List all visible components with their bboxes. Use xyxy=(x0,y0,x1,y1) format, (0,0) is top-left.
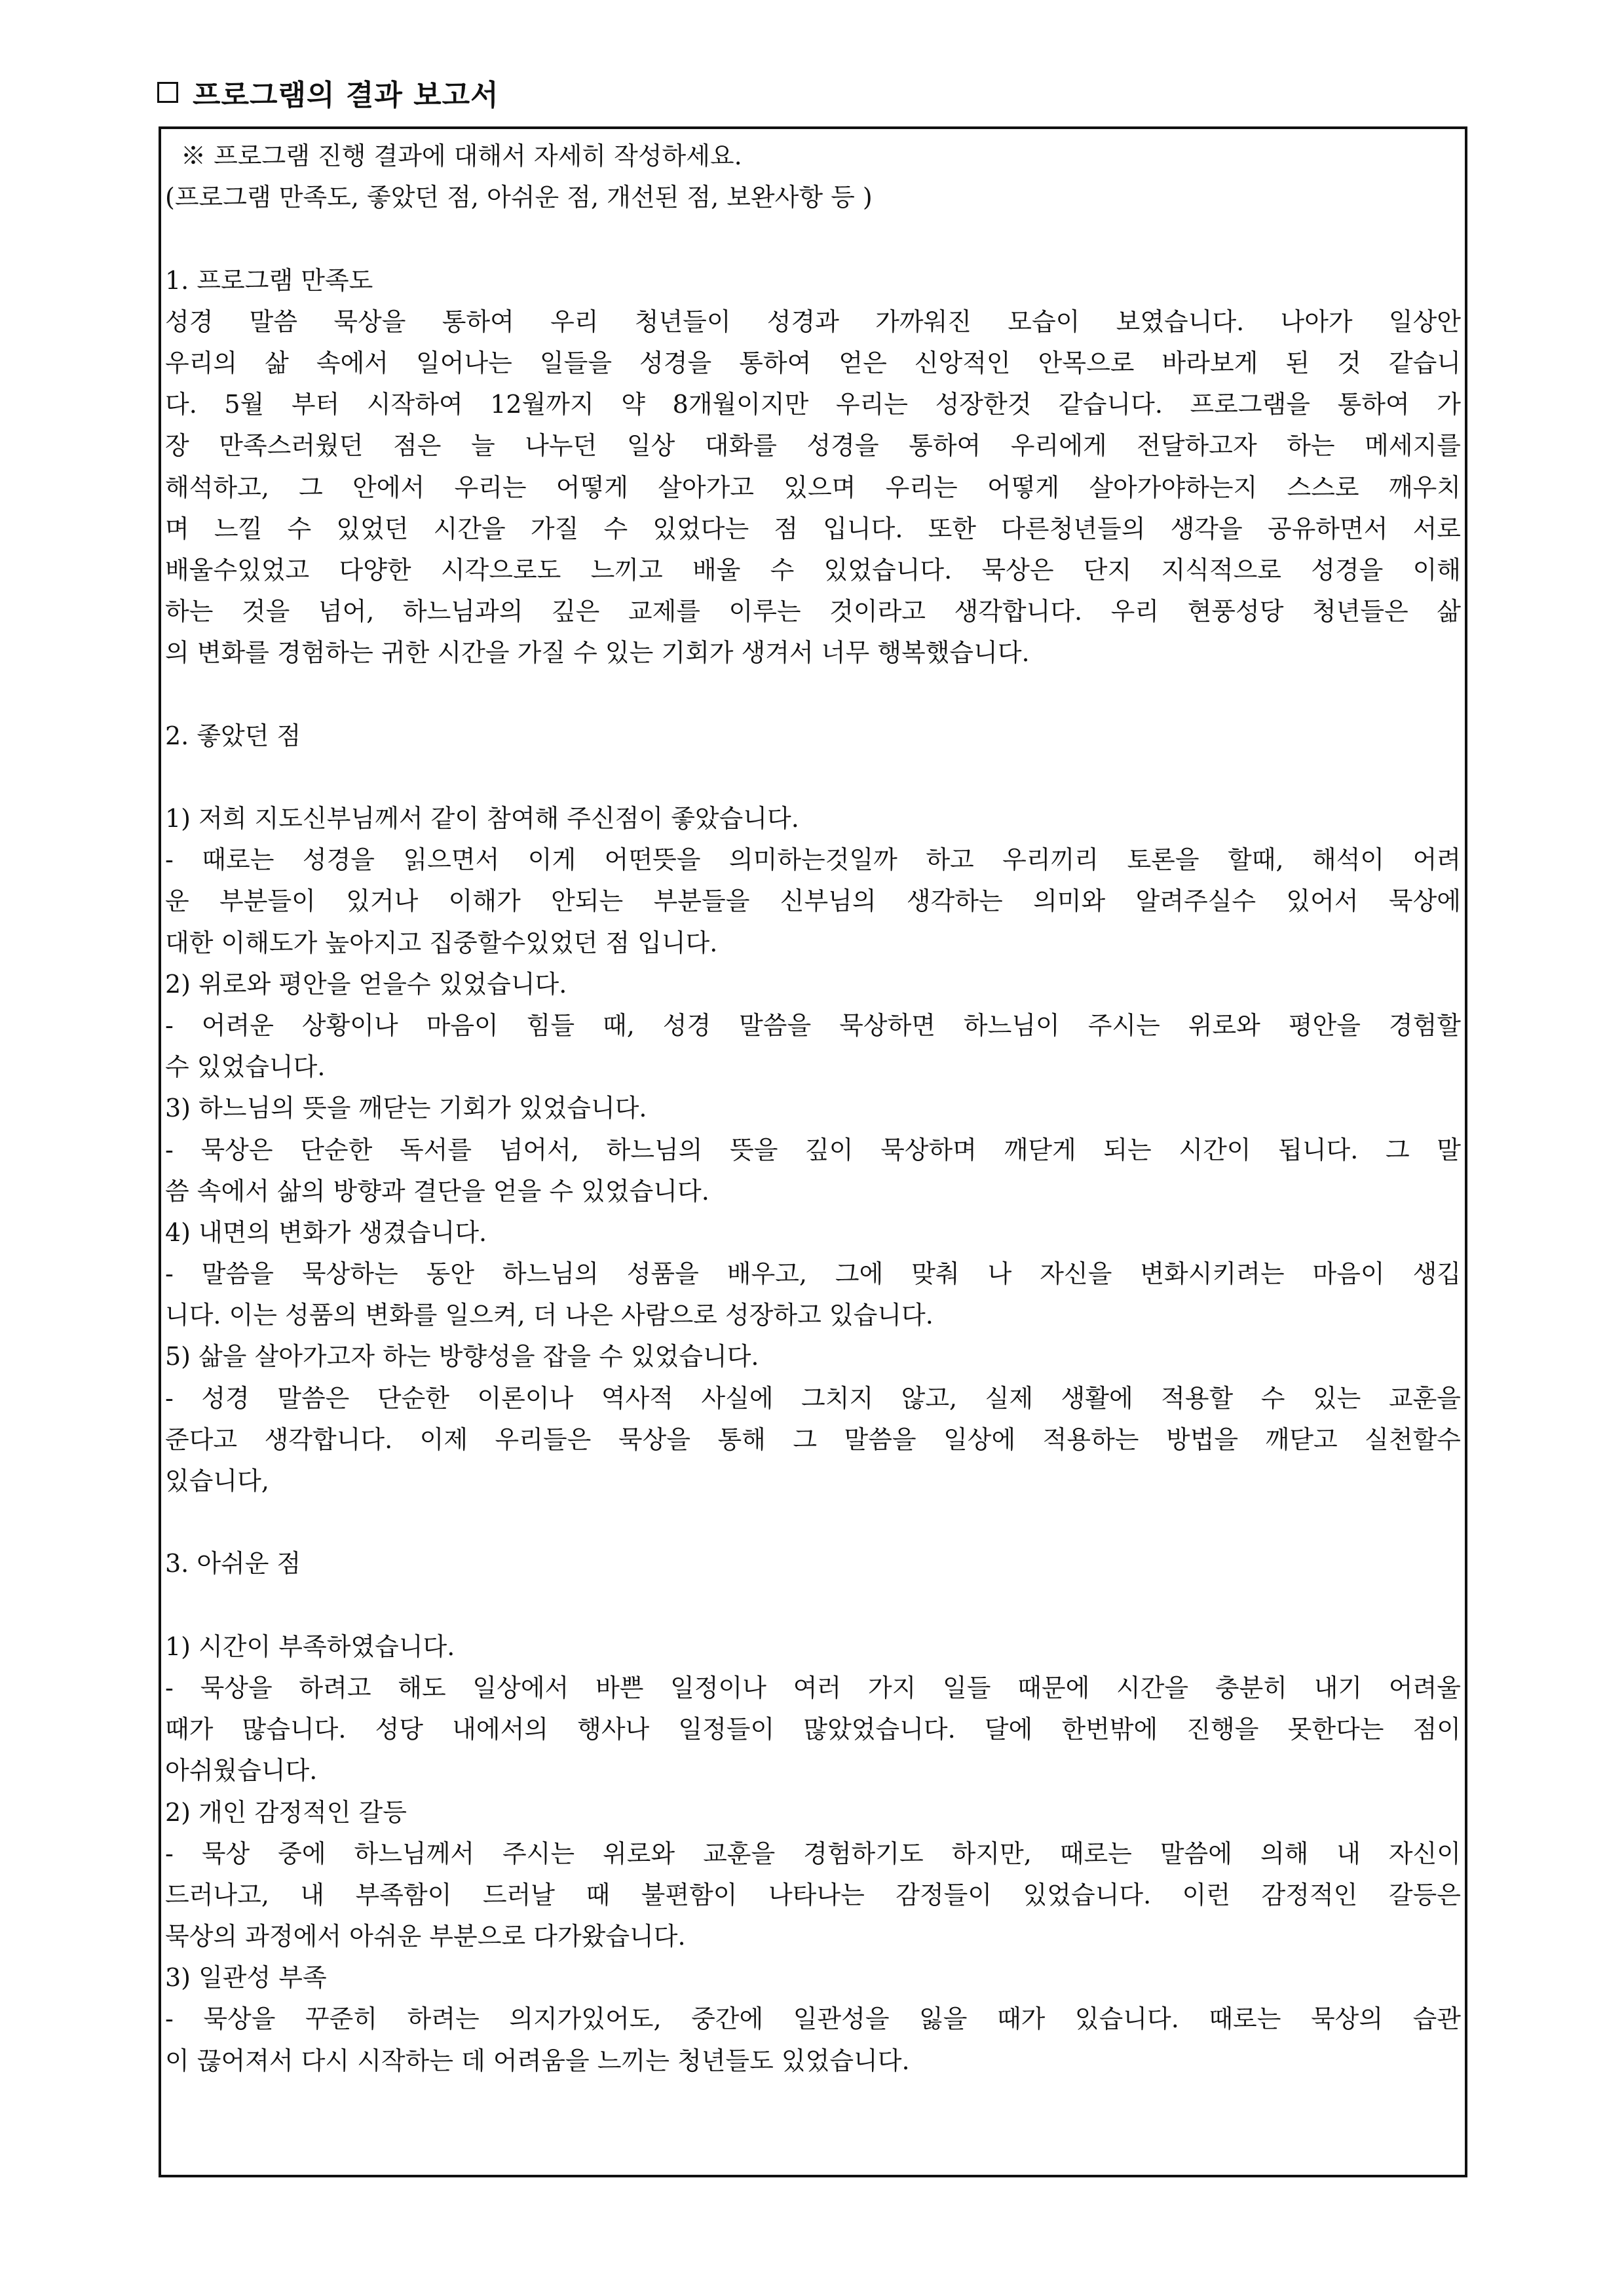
blank-line xyxy=(165,218,1461,259)
blank-line xyxy=(165,1502,1461,1543)
paragraph-line: 해석하고, 그 안에서 우리는 어떻게 살아가고 있으며 우리는 어떻게 살아가야하는지 스스로 깨우치 xyxy=(165,472,1461,502)
paragraph-line: 하는 것을 넘어, 하느님과의 깊은 교제를 이루는 것이라고 생각합니다. 우리 현풍성당 청년들은 삶 xyxy=(165,597,1461,626)
item-heading: 4) 내면의 변화가 생겼습니다. xyxy=(165,1217,487,1247)
item-heading: 2) 위로와 평안을 얻을수 있었습니다. xyxy=(165,969,567,999)
item-heading: 2) 개인 감정적인 갈등 xyxy=(165,1797,407,1827)
item-line: 씀 속에서 삶의 방향과 결단을 얻을 수 있었습니다. xyxy=(165,1176,709,1206)
section-title: 3. 아쉬운 점 xyxy=(165,1549,301,1578)
section-title: 1. 프로그램 만족도 xyxy=(165,265,373,295)
item-line: - 묵상을 꾸준히 하려는 의지가있어도, 중간에 일관성을 잃을 때가 있습니다. 때로는 묵상의 습관 xyxy=(165,2004,1461,2034)
item-heading: 3) 하느님의 뜻을 깨닫는 기회가 있었습니다. xyxy=(165,1094,647,1123)
item-line: 운 부분들이 있거나 이해가 안되는 부분들을 신부님의 생각하는 의미와 알려주실수 있어서 묵상에 xyxy=(165,887,1461,916)
paragraph-line: 다. 5월 부터 시작하여 12월까지 약 8개월이지만 우리는 성장한것 같습니다. 프로그램을 통하여 가 xyxy=(165,390,1461,419)
item-line: - 묵상은 단순한 독서를 넘어서, 하느님의 뜻을 깊이 묵상하며 깨닫게 되는 시간이 됩니다. 그 말 xyxy=(165,1135,1461,1164)
item-line: 대한 이해도가 높아지고 집중할수있었던 점 입니다. xyxy=(165,928,718,957)
paragraph-line: 장 만족스러웠던 점은 늘 나누던 일상 대화를 성경을 통하여 우리에게 전달하고자 하는 메세지를 xyxy=(165,431,1461,461)
report-content-box xyxy=(159,126,1467,2177)
paragraph-line: 성경 말씀 묵상을 통하여 우리 청년들이 성경과 가까워진 모습이 보였습니다. 나아가 일상안 xyxy=(165,307,1461,336)
item-heading: 1) 시간이 부족하였습니다. xyxy=(165,1632,455,1661)
item-line: - 어려운 상황이나 마음이 힘들 때, 성경 말씀을 묵상하면 하느님이 주시는 위로와 평안을 경험할 xyxy=(165,1010,1461,1040)
item-line: 이 끊어져서 다시 시작하는 데 어려움을 느끼는 청년들도 있었습니다. xyxy=(165,2046,910,2075)
item-line: 드러나고, 내 부족함이 드러날 때 불편함이 나타나는 감정들이 있었습니다. 이런 감정적인 갈등은 xyxy=(165,1880,1461,1909)
item-line: - 묵상을 하려고 해도 일상에서 바쁜 일정이나 여러 가지 일들 때문에 시간을 충분히 내기 어려울 xyxy=(165,1673,1461,1702)
instruction-line: (프로그램 만족도, 좋았던 점, 아쉬운 점, 개선된 점, 보완사항 등 ) xyxy=(165,183,873,212)
paragraph-line: 배울수있었고 다양한 시각으로도 느끼고 배울 수 있었습니다. 묵상은 단지 지식적으로 성경을 이해 xyxy=(165,555,1461,584)
item-line: 아쉬웠습니다. xyxy=(165,1756,318,1786)
blank-line xyxy=(165,1585,1461,1626)
section-title: 2. 좋았던 점 xyxy=(165,721,301,750)
report-title: 프로그램의 결과 보고서 xyxy=(193,79,499,112)
item-heading: 1) 저희 지도신부님께서 같이 참여해 주신점이 좋았습니다. xyxy=(165,804,799,833)
item-line: 때가 많습니다. 성당 내에서의 행사나 일정들이 많았었습니다. 달에 한번밖에 진행을 못한다는 점이 xyxy=(165,1715,1461,1744)
paragraph-line: 우리의 삶 속에서 일어나는 일들을 성경을 통하여 얻은 신앙적인 안목으로 바라보게 된 것 같습니 xyxy=(165,348,1461,377)
item-line: - 성경 말씀은 단순한 이론이나 역사적 사실에 그치지 않고, 실제 생활에 적용할 수 있는 교훈을 xyxy=(165,1383,1461,1413)
item-line: - 때로는 성경을 읽으면서 이게 어떤뜻을 의미하는것일까 하고 우리끼리 토론을 할때, 해석이 어려 xyxy=(165,845,1461,875)
item-line: 수 있었습니다. xyxy=(165,1052,326,1082)
instruction-line: ※ 프로그램 진행 결과에 대해서 자세히 작성하세요. xyxy=(181,142,742,170)
item-heading: 5) 삶을 살아가고자 하는 방향성을 잡을 수 있었습니다. xyxy=(165,1342,759,1371)
item-line: 있습니다, xyxy=(165,1466,269,1495)
item-line: 묵상의 과정에서 아쉬운 부분으로 다가왔습니다. xyxy=(165,1922,686,1951)
report-heading xyxy=(157,69,499,115)
item-line: 니다. 이는 성품의 변화를 일으켜, 더 나은 사람으로 성장하고 있습니다. xyxy=(165,1301,934,1330)
paragraph-line: 며 느낄 수 있었던 시간을 가질 수 있었다는 점 입니다. 또한 다른청년들의 생각을 공유하면서 서로 xyxy=(165,514,1461,543)
paragraph-line: 의 변화를 경험하는 귀한 시간을 가질 수 있는 기회가 생겨서 너무 행복했습니다. xyxy=(165,638,1030,668)
blank-line xyxy=(165,674,1461,715)
item-line: - 묵상 중에 하느님께서 주시는 위로와 교훈을 경험하기도 하지만, 때로는 말씀에 의해 내 자신이 xyxy=(165,1839,1461,1868)
item-line: - 말씀을 묵상하는 동안 하느님의 성품을 배우고, 그에 맞춰 나 자신을 변화시키려는 마음이 생깁 xyxy=(165,1259,1461,1289)
blank-line xyxy=(165,757,1461,798)
checkbox-square-icon xyxy=(157,82,178,103)
item-line: 준다고 생각합니다. 이제 우리들은 묵상을 통해 그 말씀을 일상에 적용하는 방법을 깨닫고 실천할수 xyxy=(165,1425,1461,1454)
item-heading: 3) 일관성 부족 xyxy=(165,1963,327,1993)
